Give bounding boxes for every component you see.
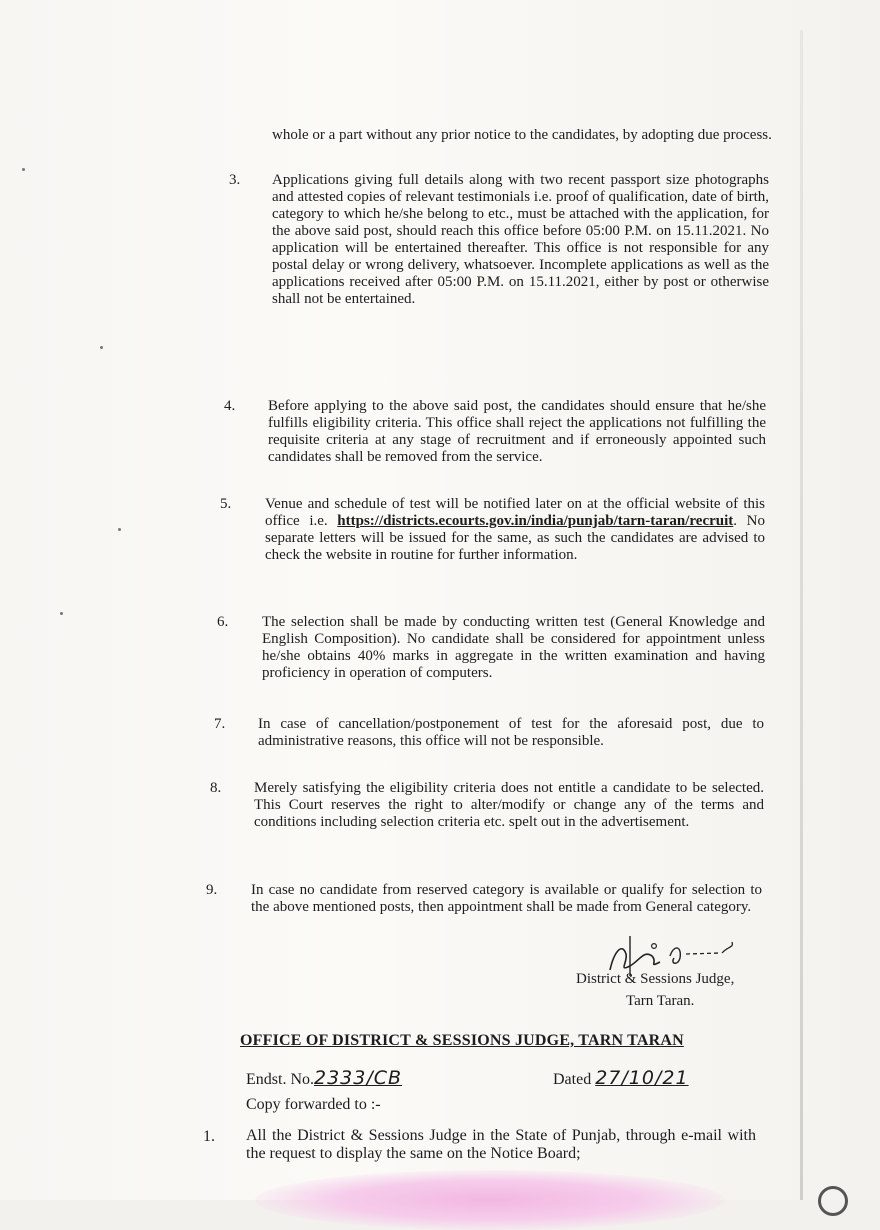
signatory-place: Tarn Taran.	[626, 993, 695, 1009]
signatory-title: District & Sessions Judge,	[576, 971, 735, 987]
clause-text: Before applying to the above said post, the candidates should ensure that he/she fulfills eligibility criteria. This office shall reject the applications not fulfilling the requisite criteria at any stage of recruitment and if erroneously appointed such candidates shall be removed from the service.	[268, 398, 766, 465]
recruit-website-link[interactable]: https://districts.ecourts.gov.in/india/punjab/tarn-taran/recruit	[337, 513, 734, 529]
pink-finger-smudge	[255, 1170, 725, 1230]
clause-number: 8.	[210, 780, 222, 796]
clause-number: 6.	[217, 614, 229, 630]
dated-label: Dated	[553, 1071, 592, 1088]
camera-corner-mark	[818, 1186, 848, 1216]
dated-value: 27/10/21	[595, 1067, 689, 1089]
clause-number: 7.	[214, 716, 226, 732]
clause-number: 9.	[206, 882, 218, 898]
clause-text: Merely satisfying the eligibility criteria does not entitle a candidate to be selected. This Court reserves the right to alter/modify or change any of the terms and conditions including selection criteria etc. spelt out in the advertisement.	[254, 780, 764, 830]
dated-field	[553, 1067, 689, 1089]
endorsement-value: 2333/CB	[314, 1067, 403, 1089]
clause-text: The selection shall be made by conducting written test (General Knowledge and English Composition). No candidate shall be considered for appointment unless he/she obtains 40% marks in aggregate in the written examination and having proficiency in operation of computers.	[262, 614, 765, 681]
speck	[22, 168, 25, 171]
clause-number: 3.	[229, 172, 241, 188]
continued-paragraph: whole or a part without any prior notice to the candidates, by adopting due process.	[272, 127, 772, 143]
clause-text-part: . No separate letters will be issued for the same, as such the candidates are advised to check the website in routine for further information.	[265, 513, 765, 563]
clause-text	[265, 496, 765, 564]
clause-number: 5.	[220, 496, 232, 512]
clause-text-part: Venue and schedule of test will be notified later on at the official website of this office i.e.	[265, 496, 765, 529]
clause-number: 4.	[224, 398, 236, 414]
speck	[100, 346, 103, 349]
clause-text: Applications giving full details along with two recent passport size photographs and attested copies of relevant testimonials i.e. proof of qualification, date of birth, category to which he/she belong to etc., must be attached with the application, for the above said post, should reach this office before 05:00 P.M. on 15.11.2021. No application will be entertained thereafter. This office is not responsible for any postal delay or wrong delivery, whatsoever. Incomplete applications as well as the applications received after 05:00 P.M. on 15.11.2021, either by post or otherwise shall not be entertained.	[272, 172, 769, 307]
copy-forwarded-label: Copy forwarded to :-	[246, 1096, 381, 1113]
clause-text: In case of cancellation/postponement of test for the aforesaid post, due to administrative reasons, this office will not be responsible.	[258, 716, 764, 749]
office-heading: OFFICE OF DISTRICT & SESSIONS JUDGE, TARN TARAN	[240, 1032, 684, 1049]
speck	[60, 612, 63, 615]
copy-item-text: All the District & Sessions Judge in the State of Punjab, through e-mail with the request to display the same on the Notice Board;	[246, 1127, 756, 1162]
endorsement-label: Endst. No.	[246, 1071, 314, 1088]
endorsement-number	[246, 1067, 402, 1089]
page-edge-shadow	[800, 30, 803, 1200]
speck	[118, 528, 121, 531]
copy-item-number: 1.	[203, 1128, 215, 1145]
clause-text: In case no candidate from reserved category is available or qualify for selection to the above mentioned posts, then appointment shall be made from General category.	[251, 882, 762, 915]
